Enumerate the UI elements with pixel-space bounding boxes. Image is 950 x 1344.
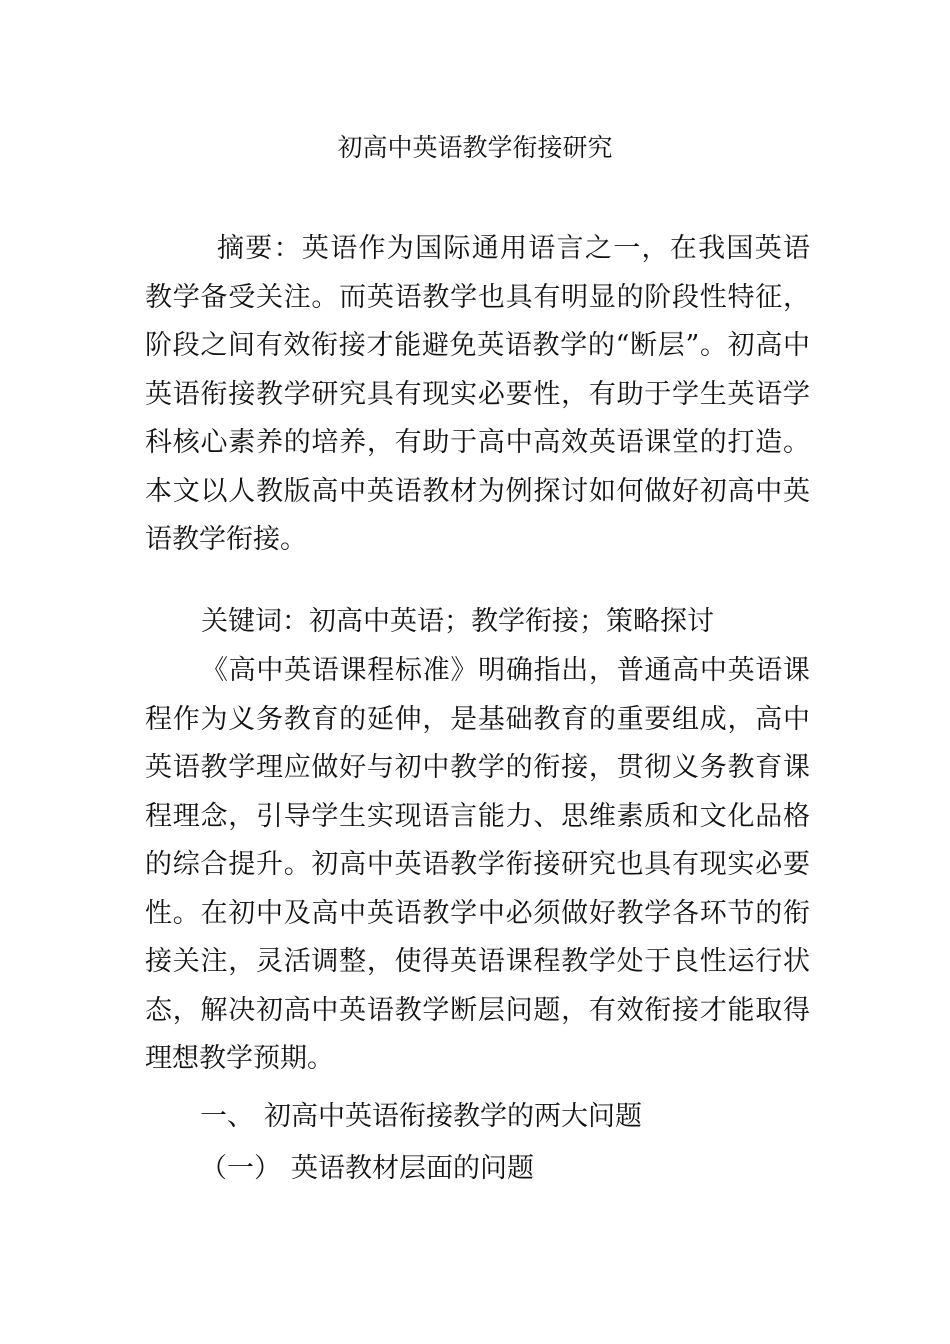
section-title: 初高中英语衔接教学的两大问题	[264, 1101, 642, 1132]
keywords-line: 关键词：初高中英语；教学衔接；策略探讨	[201, 606, 714, 637]
document-title: 初高中英语教学衔接研究	[337, 133, 613, 162]
section-number: 一、	[200, 1101, 254, 1132]
subsection-heading-1	[200, 1145, 534, 1194]
subsection-number: （一）	[200, 1153, 281, 1184]
subsection-title: 英语教材层面的问题	[291, 1153, 534, 1184]
section-heading-1	[200, 1093, 642, 1142]
abstract-paragraph: 摘要：英语作为国际通用语言之一，在我国英语教学备受关注。而英语教学也具有明显的阶段性特征，阶段之间有效衔接才能避免英语教学的“断层”。初高中英语衔接教学研究具有现实必要性，有助于学生英语学科核心素养的培养，有助于高中高效英语课堂的打造。本文以人教版高中英语教材为例探讨如何做好初高中英语教学衔接。	[145, 233, 810, 555]
intro-paragraph: 《高中英语课程标准》明确指出，普通高中英语课程作为义务教育的延伸，是基础教育的重要组成，高中英语教学理应做好与初中教学的衔接，贯彻义务教育课程理念，引导学生实现语言能力、思维素质和文化品格的综合提升。初高中英语教学衔接研究也具有现实必要性。在初中及高中英语教学中必须做好教学各环节的衔接关注，灵活调整，使得英语课程教学处于良性运行状态，解决初高中英语教学断层问题，有效衔接才能取得理想教学预期。	[145, 655, 810, 1074]
